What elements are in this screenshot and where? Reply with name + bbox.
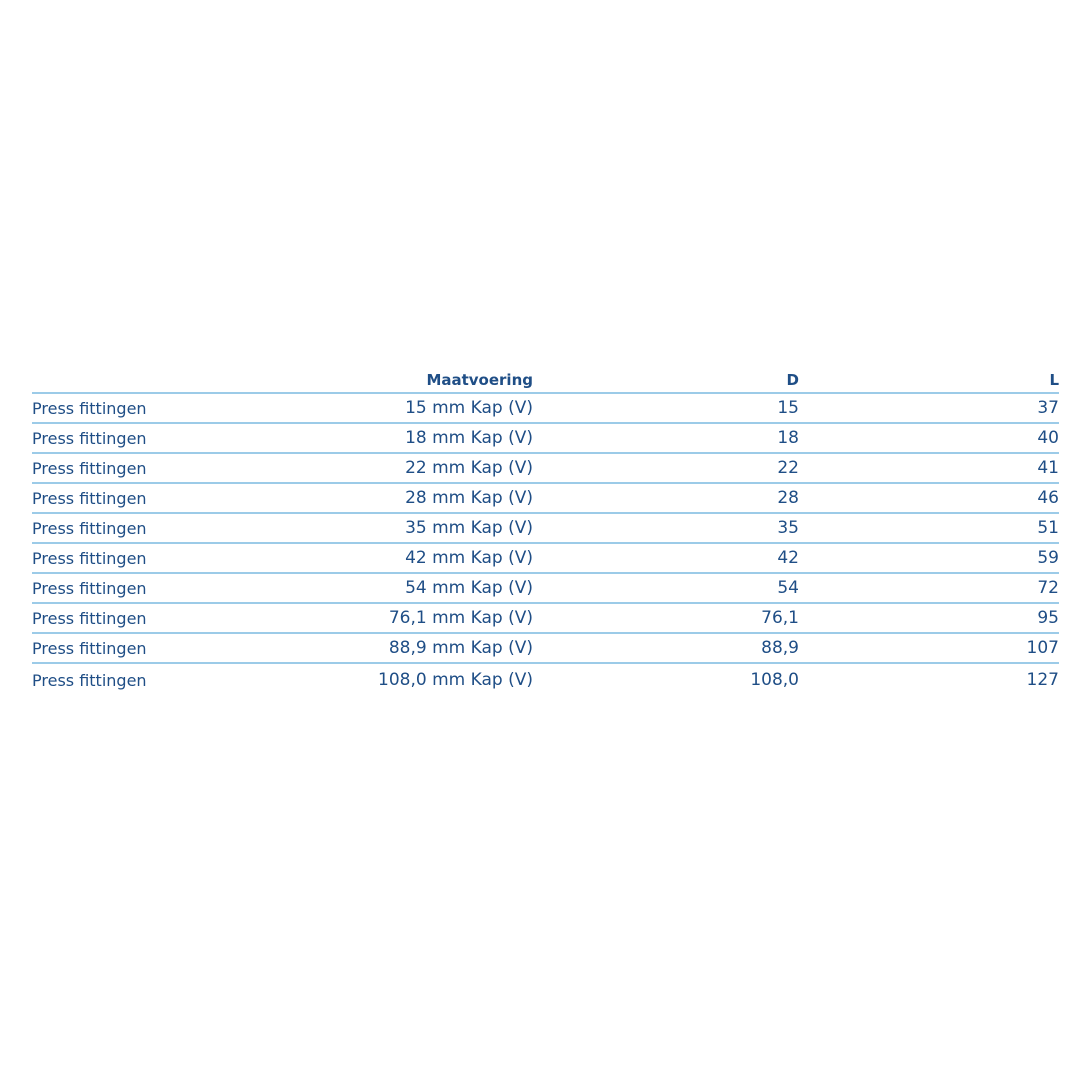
product-cell: Press fittingen — [32, 489, 147, 508]
d-cell: 76,1 — [761, 608, 799, 628]
table-row — [32, 634, 1059, 664]
size-cell: 108,0 mm Kap (V) — [378, 670, 533, 690]
d-cell: 54 — [777, 578, 799, 598]
size-cell: 18 mm Kap (V) — [405, 428, 533, 448]
product-cell: Press fittingen — [32, 609, 147, 628]
l-cell: 46 — [1037, 488, 1059, 508]
product-cell: Press fittingen — [32, 549, 147, 568]
table-header-row — [32, 364, 1059, 394]
d-cell: 18 — [777, 428, 799, 448]
product-cell: Press fittingen — [32, 671, 147, 690]
size-cell: 15 mm Kap (V) — [405, 398, 533, 418]
table-row — [32, 394, 1059, 424]
table-row — [32, 664, 1059, 694]
d-cell: 108,0 — [750, 670, 799, 690]
d-cell: 22 — [777, 458, 799, 478]
table-row — [32, 484, 1059, 514]
header-maatvoering: Maatvoering — [426, 371, 533, 389]
product-cell: Press fittingen — [32, 579, 147, 598]
d-cell: 28 — [777, 488, 799, 508]
product-cell: Press fittingen — [32, 459, 147, 478]
size-cell: 28 mm Kap (V) — [405, 488, 533, 508]
product-cell: Press fittingen — [32, 639, 147, 658]
l-cell: 40 — [1037, 428, 1059, 448]
l-cell: 51 — [1037, 518, 1059, 538]
header-product — [32, 389, 232, 392]
table-row — [32, 604, 1059, 634]
product-cell: Press fittingen — [32, 429, 147, 448]
product-cell: Press fittingen — [32, 399, 147, 418]
size-cell: 35 mm Kap (V) — [405, 518, 533, 538]
l-cell: 107 — [1026, 638, 1059, 658]
l-cell: 59 — [1037, 548, 1059, 568]
product-cell: Press fittingen — [32, 519, 147, 538]
size-cell: 88,9 mm Kap (V) — [388, 638, 533, 658]
size-cell: 22 mm Kap (V) — [405, 458, 533, 478]
l-cell: 41 — [1037, 458, 1059, 478]
table-row — [32, 514, 1059, 544]
table-row — [32, 544, 1059, 574]
size-cell: 54 mm Kap (V) — [405, 578, 533, 598]
table-row — [32, 454, 1059, 484]
header-l: L — [1049, 371, 1059, 389]
header-d: D — [786, 371, 799, 389]
d-cell: 15 — [777, 398, 799, 418]
size-cell: 42 mm Kap (V) — [405, 548, 533, 568]
d-cell: 42 — [777, 548, 799, 568]
l-cell: 37 — [1037, 398, 1059, 418]
l-cell: 127 — [1026, 670, 1059, 690]
d-cell: 88,9 — [761, 638, 799, 658]
table-row — [32, 424, 1059, 454]
l-cell: 95 — [1037, 608, 1059, 628]
spec-table — [32, 364, 1059, 694]
l-cell: 72 — [1037, 578, 1059, 598]
d-cell: 35 — [777, 518, 799, 538]
table-row — [32, 574, 1059, 604]
size-cell: 76,1 mm Kap (V) — [388, 608, 533, 628]
